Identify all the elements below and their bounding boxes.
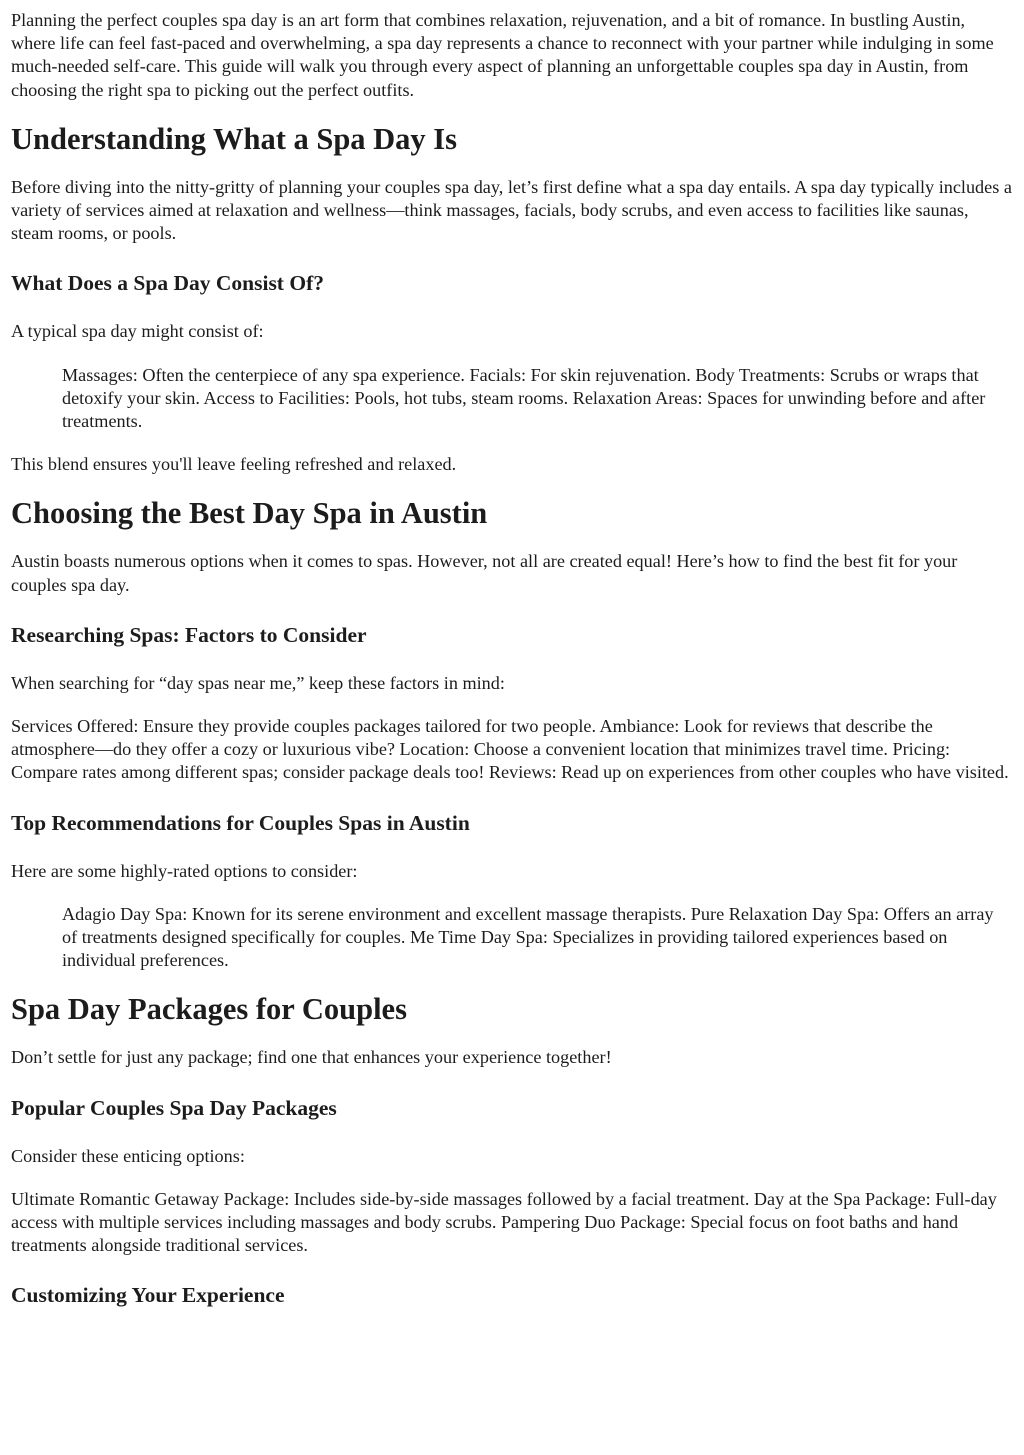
spa-day-lead: A typical spa day might consist of:	[11, 321, 264, 342]
subheading-customizing: Customizing Your Experience	[11, 1283, 285, 1308]
packages-paragraph: Ultimate Romantic Getaway Package: Includes side-by-side massages followed by a facial treatment. Day at the Spa Package: Full-day access with multiple services including massages and body scrubs. Pampering Duo Package: Special focus on foot baths and hand treatments alongside traditional services.	[11, 1188, 997, 1256]
article	[0, 9, 1024, 1308]
subheading-spa-day-consist: What Does a Spa Day Consist Of?	[11, 271, 324, 296]
subheading-popular-packages: Popular Couples Spa Day Packages	[11, 1095, 337, 1120]
factors-paragraph: Services Offered: Ensure they provide couples packages tailored for two people. Ambiance: Look for reviews that describe the atmosphere—do they offer a cozy or luxurious vibe? Location: Choose a convenient location that minimizes travel time. Pricing: Compare rates among different spas; consider package deals too! Reviews: Read up on experiences from other couples who have visited.	[11, 716, 1009, 783]
section2-paragraph: Austin boasts numerous options when it comes to spas. However, not all are created equal! Here’s how to find the best fit for your couples spa day.	[11, 551, 958, 595]
intro-paragraph: Planning the perfect couples spa day is an art form that combines relaxation, rejuvenation, and a bit of romance. In bustling Austin, where life can feel fast-paced and overwhelming, a spa day represents a chance to reconnect with your partner while indulging in some much-needed self-care. This guide will walk you through every aspect of planning an unforgettable couples spa day in Austin, from choosing the right spa to picking out the perfect outfits.	[11, 10, 994, 100]
packages-lead: Consider these enticing options:	[11, 1145, 245, 1166]
subheading-researching-spas: Researching Spas: Factors to Consider	[11, 622, 367, 647]
section1-paragraph: Before diving into the nitty-gritty of planning your couples spa day, let’s first define what a spa day entails. A spa day typically includes a variety of services aimed at relaxation and wellness—think massages, facials, body scrubs, and even access to facilities like saunas, steam rooms, or pools.	[11, 176, 1012, 244]
section-heading-choosing: Choosing the Best Day Spa in Austin	[11, 496, 488, 531]
section-heading-packages: Spa Day Packages for Couples	[11, 992, 407, 1027]
spa-services-quote: Massages: Often the centerpiece of any spa experience. Facials: For skin rejuvenation. Body Treatments: Scrubs or wraps that detoxify your skin. Access to Facilities: Pools, hot tubs, steam rooms. Relaxation Areas: Spaces for unwinding before and after treatments.	[62, 364, 986, 432]
factors-lead: When searching for “day spas near me,” keep these factors in mind:	[11, 672, 505, 693]
recommendations-quote: Adagio Day Spa: Known for its serene environment and excellent massage therapists. Pure Relaxation Day Spa: Offers an array of treatments designed specifically for couples. Me Time Day Spa: Specializes in providing tailored experiences based on individual preferences.	[62, 903, 994, 971]
subheading-top-recommendations: Top Recommendations for Couples Spas in Austin	[11, 810, 470, 835]
recommendations-lead: Here are some highly-rated options to consider:	[11, 860, 358, 881]
section3-paragraph: Don’t settle for just any package; find one that enhances your experience together!	[11, 1047, 612, 1068]
section-heading-understanding: Understanding What a Spa Day Is	[11, 121, 458, 156]
blend-paragraph: This blend ensures you'll leave feeling refreshed and relaxed.	[11, 454, 457, 475]
